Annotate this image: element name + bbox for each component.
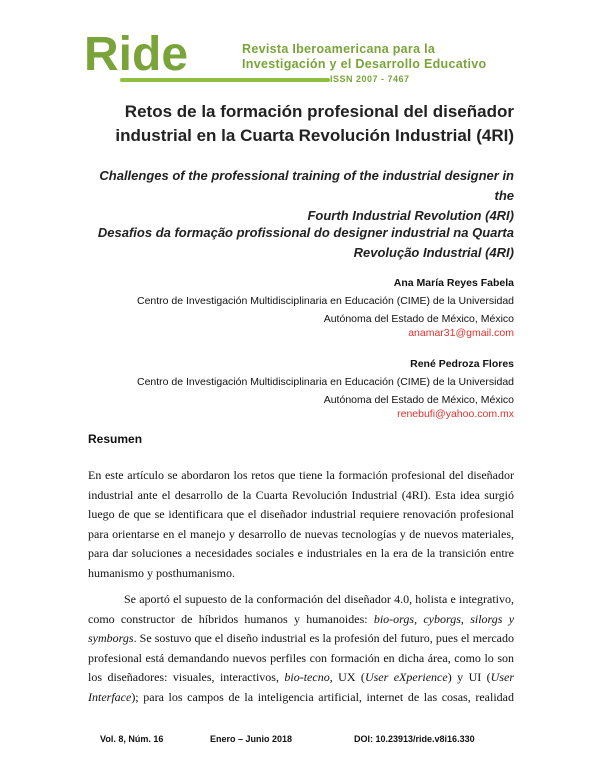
journal-name-line1: Revista Iberoamericana para la bbox=[242, 42, 436, 56]
text-line: Se aportó el supuesto de la conformación del diseñador 4.0, holista e integrativo, bbox=[124, 592, 514, 606]
page-footer bbox=[88, 734, 514, 748]
text-run-italic: symborgs bbox=[88, 631, 134, 646]
author-affiliation bbox=[94, 292, 514, 328]
text-line: industrial ante el desarrollo de la Cuarta Revolución Industrial (4RI). Esta idea surgió bbox=[88, 487, 514, 502]
text-run: . Se sostuvo que el diseño industrial es la profesión del futuro, pues el mercado bbox=[133, 631, 514, 646]
text-line bbox=[88, 610, 514, 630]
text-run: ) y UI ( bbox=[447, 670, 491, 685]
article-title-portuguese bbox=[94, 223, 514, 263]
text-run-italic: User bbox=[490, 670, 515, 685]
text-run-italic: Interface bbox=[88, 689, 132, 704]
title-es-line1: Retos de la formación profesional del diseñador bbox=[124, 102, 514, 121]
text-line bbox=[88, 668, 514, 688]
logo-swoosh bbox=[120, 78, 330, 82]
text-run: como constructor de híbridos humanos y humanoides: bbox=[88, 611, 374, 626]
author-name: René Pedroza Flores bbox=[410, 358, 514, 370]
footer-volume: Vol. 8, Núm. 16 bbox=[100, 734, 164, 744]
affiliation-line1: Centro de Investigación Multidisciplinaria en Educación (CIME) de la Universidad bbox=[136, 376, 514, 388]
text-line bbox=[88, 688, 514, 708]
text-run: , bbox=[460, 611, 471, 626]
author-email-link[interactable]: anamar31@gmail.com bbox=[408, 327, 514, 339]
abstract-paragraph-1 bbox=[88, 466, 514, 584]
ride-logo bbox=[84, 30, 192, 74]
text-run-italic: User eXperience bbox=[364, 670, 448, 685]
text-line: En este artículo se abordaron los retos que tiene la formación profesional del diseñador bbox=[88, 468, 514, 482]
text-line bbox=[88, 629, 514, 649]
footer-period: Enero – Junio 2018 bbox=[210, 734, 293, 744]
footer-doi: DOI: 10.23913/ride.v8i16.330 bbox=[354, 734, 475, 744]
title-pt-line2: Revolução Industrial (4RI) bbox=[353, 245, 514, 260]
affiliation-line1: Centro de Investigación Multidisciplinaria en Educación (CIME) de la Universidad bbox=[136, 295, 514, 307]
title-en-line2: Fourth Industrial Revolution (4RI) bbox=[307, 208, 514, 223]
text-run-italic: bio-tecno bbox=[284, 670, 330, 685]
text-line: humanismo y posthumanismo. bbox=[88, 565, 235, 580]
text-line: para dar soluciones a necesidades sociales e industriales en la era de la transición entre bbox=[88, 546, 514, 561]
text-line: luego de que se identificara que el diseñador industrial requiere renovación profesional bbox=[88, 507, 514, 522]
article-title-english bbox=[94, 166, 514, 226]
text-run: ); para los campos de la inteligencia artificial, internet de las cosas, realidad bbox=[131, 689, 514, 704]
journal-name-line2: Investigación y el Desarrollo Educativo bbox=[242, 57, 487, 71]
title-pt-line1: Desafios da formação profissional do designer industrial na Quarta bbox=[97, 225, 514, 240]
logo-text: Ride bbox=[84, 30, 189, 74]
abstract-heading: Resumen bbox=[88, 432, 143, 446]
text-run: los diseñadores: visuales, interactivos, bbox=[88, 670, 285, 685]
author-affiliation bbox=[94, 373, 514, 409]
text-run-italic: cyborgs bbox=[423, 611, 461, 626]
affiliation-line2: Autónoma del Estado de México, México bbox=[323, 313, 514, 325]
title-es-line2: industrial en la Cuarta Revolución Industrial (4RI) bbox=[115, 126, 514, 145]
title-en-line1: Challenges of the professional training of the industrial designer in the bbox=[99, 168, 514, 203]
text-line: profesional está demandando nuevos perfiles con formación en dicha área, como lo son bbox=[88, 650, 514, 665]
text-run-italic: silorgs y bbox=[470, 611, 515, 626]
text-run-italic: bio-orgs bbox=[373, 611, 415, 626]
abstract-paragraph-2 bbox=[88, 590, 514, 708]
author-name: Ana María Reyes Fabela bbox=[393, 277, 514, 289]
author-email-link[interactable]: renebufi@yahoo.com.mx bbox=[397, 408, 514, 420]
journal-issn: ISSN 2007 - 7467 bbox=[330, 74, 410, 84]
text-run: , UX ( bbox=[329, 670, 365, 685]
text-line: para orientarse en el manejo y desarrollo de nuevas tecnologías y de nuevos materiales, bbox=[88, 526, 514, 541]
affiliation-line2: Autónoma del Estado de México, México bbox=[323, 394, 514, 406]
article-title-spanish bbox=[94, 100, 514, 148]
text-run: , bbox=[414, 611, 424, 626]
